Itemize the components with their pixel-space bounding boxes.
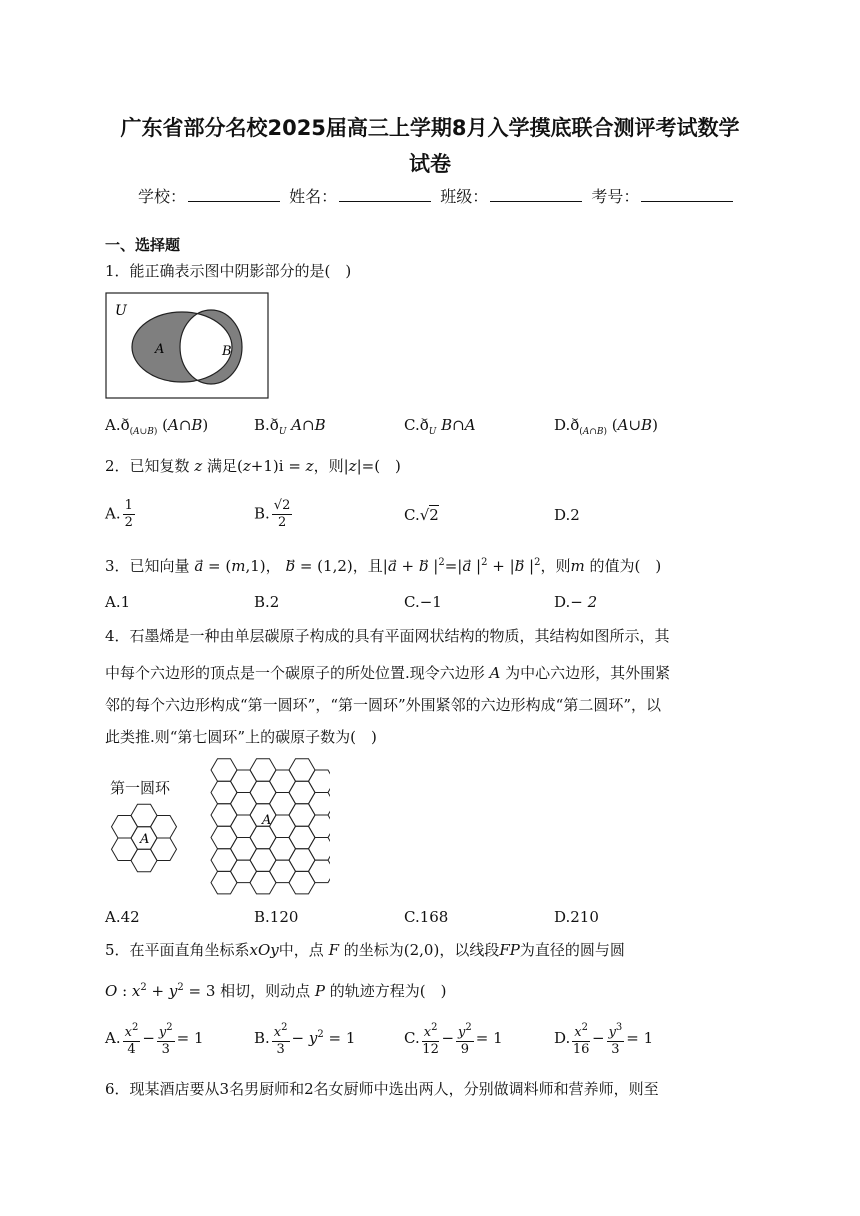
lattice-hexagon	[309, 860, 331, 883]
ring-hexagon	[131, 804, 157, 827]
q5-option-d[interactable]: D. $\frac{x^2}{16}$ − $\frac{y^3}{3}$ = 1	[554, 1022, 654, 1057]
venn-diagram	[105, 292, 271, 400]
q3-stem: 3．已知向量 a⃗ = (m,1)， b⃗ = (1,2)，且|a⃗ + b⃗ $|^2=|a⃗$ $|^2$ + |b⃗ $|^2$，则m 的值为( )	[105, 557, 662, 575]
q1-option-c[interactable]: $C.ð_U$ B∩A	[404, 416, 476, 437]
q4-option-a[interactable]: A.42	[105, 908, 140, 926]
exam-number-blank[interactable]	[641, 187, 733, 202]
lattice-hexagon	[270, 860, 296, 883]
lattice-hexagon	[270, 770, 296, 793]
q4-option-c[interactable]: C.168	[404, 908, 449, 926]
name-blank[interactable]	[339, 187, 431, 202]
q4-line3: 邻的每个六边形构成“第一圆环”，“第一圆环”外围紧邻的六边形构成“第二圆环”，以	[105, 696, 662, 714]
venn-label-b: B	[222, 344, 232, 359]
name-label: 姓名：	[289, 187, 338, 206]
first-ring-label: 第一圆环	[110, 779, 171, 797]
lattice-hexagon	[309, 770, 331, 793]
q2-option-a[interactable]: A. $\frac{1}{2}$	[105, 498, 133, 530]
q4-option-d[interactable]: D.210	[554, 908, 599, 926]
q3-option-c[interactable]: C.−1	[404, 593, 442, 611]
q6-line1: 6．现某酒店要从3名男厨师和2名女厨师中选出两人，分别做调料师和营养师，则至	[105, 1080, 659, 1098]
lattice-hexagon	[289, 826, 315, 849]
q3-option-b[interactable]: B.2	[254, 593, 280, 611]
q4-line1: 4．石墨烯是一种由单层碳原子构成的具有平面网状结构的物质，其结构如图所示，其	[105, 627, 670, 645]
q4-option-b[interactable]: B.120	[254, 908, 299, 926]
lattice-hexagon	[270, 838, 296, 861]
q4-line4: 此类推.则“第七圆环”上的碳原子数为( )	[105, 728, 377, 746]
ring-hexagon	[131, 849, 157, 872]
lattice-hexagon	[309, 815, 331, 838]
lattice-hexagon	[231, 860, 257, 883]
school-label: 学校：	[138, 187, 187, 206]
lattice-hexagon	[289, 759, 315, 782]
center-hexagon-label: A	[140, 832, 150, 847]
ring-hexagon	[151, 815, 177, 838]
lattice-hexagon	[211, 871, 237, 894]
venn-label-a: A	[155, 342, 165, 357]
lattice-hexagon	[231, 793, 257, 816]
q1-option-d[interactable]: $D.ð_{(A\cap B)}$ (A∪B)	[554, 416, 658, 437]
q5-line1: 5．在平面直角坐标系xOy中，点 F 的坐标为(2,0)，以线段FP为直径的圆与圆	[105, 941, 625, 959]
lattice-hexagon	[250, 826, 276, 849]
lattice-hexagon	[231, 770, 257, 793]
q4-line2: 中每个六边形的顶点是一个碳原子的所处位置.现令六边形 A 为中心六边形，其外围紧	[105, 664, 671, 682]
q5-line2: O : $x^2 + y^2 = 3$ 相切，则动点 P 的轨迹方程为( )	[105, 982, 447, 1000]
lattice-hexagon	[211, 781, 237, 804]
exam-title-line1: 广东省部分名校2025届高三上学期8月入学摸底联合测评考试数学	[120, 116, 740, 140]
lattice-hexagon	[289, 871, 315, 894]
student-info-line	[138, 184, 758, 207]
lattice-hexagon	[211, 804, 237, 827]
lattice-center-label: A	[262, 813, 272, 828]
lattice-hexagon	[250, 759, 276, 782]
lattice-hexagon	[289, 804, 315, 827]
q5-option-b[interactable]: B. $\frac{x^2}{3}$ − $y^2 = 1$	[254, 1022, 356, 1057]
venn-label-u: U	[115, 303, 127, 319]
school-blank[interactable]	[188, 187, 280, 202]
q5-option-c[interactable]: C. $\frac{x^2}{12}$ − $\frac{y^2}{9}$ = 1	[404, 1022, 503, 1057]
first-ring-figure	[102, 800, 186, 876]
lattice-hexagon	[289, 849, 315, 872]
lattice-hexagon	[270, 793, 296, 816]
ring-hexagon	[151, 838, 177, 861]
lattice-hexagon	[231, 815, 257, 838]
q2-option-d[interactable]: D.2	[554, 506, 580, 524]
class-blank[interactable]	[490, 187, 582, 202]
q1-option-a[interactable]: $A.ð_{(A\cup B)}$ (A∩B)	[105, 416, 209, 437]
class-label: 班级：	[440, 187, 489, 206]
exam-title-line2: 试卷	[409, 152, 451, 176]
graphene-lattice-figure	[210, 756, 330, 896]
q2-option-c[interactable]: C.√2	[404, 506, 439, 524]
q3-option-a[interactable]: A.1	[105, 593, 131, 611]
lattice-hexagon	[231, 838, 257, 861]
exam-number-label: 考号：	[591, 187, 640, 206]
lattice-hexagon	[250, 781, 276, 804]
q2-stem: 2．已知复数 z 满足(z+1)i = z，则|z|=( )	[105, 457, 401, 475]
lattice-hexagon	[211, 849, 237, 872]
q1-option-b[interactable]: $B.ð_U$ A∩B	[254, 416, 326, 437]
lattice-hexagon	[211, 826, 237, 849]
lattice-hexagon	[309, 838, 331, 861]
section-heading: 一、选择题	[105, 236, 181, 254]
lattice-hexagon	[309, 793, 331, 816]
ring-hexagon	[112, 815, 138, 838]
lattice-hexagon	[270, 815, 296, 838]
lattice-hexagon	[250, 849, 276, 872]
lattice-hexagon	[250, 871, 276, 894]
lattice-hexagon	[211, 759, 237, 782]
q2-option-b[interactable]: B. $\frac{√2}{2}$	[254, 498, 291, 530]
ring-hexagon	[112, 838, 138, 861]
q5-option-a[interactable]: A. $\frac{x^2}{4}$ − $\frac{y^2}{3}$ = 1	[105, 1022, 204, 1057]
lattice-hexagon	[289, 781, 315, 804]
q1-stem: 1．能正确表示图中阴影部分的是( )	[105, 262, 352, 280]
q3-option-d[interactable]: D.− 2	[554, 593, 598, 611]
